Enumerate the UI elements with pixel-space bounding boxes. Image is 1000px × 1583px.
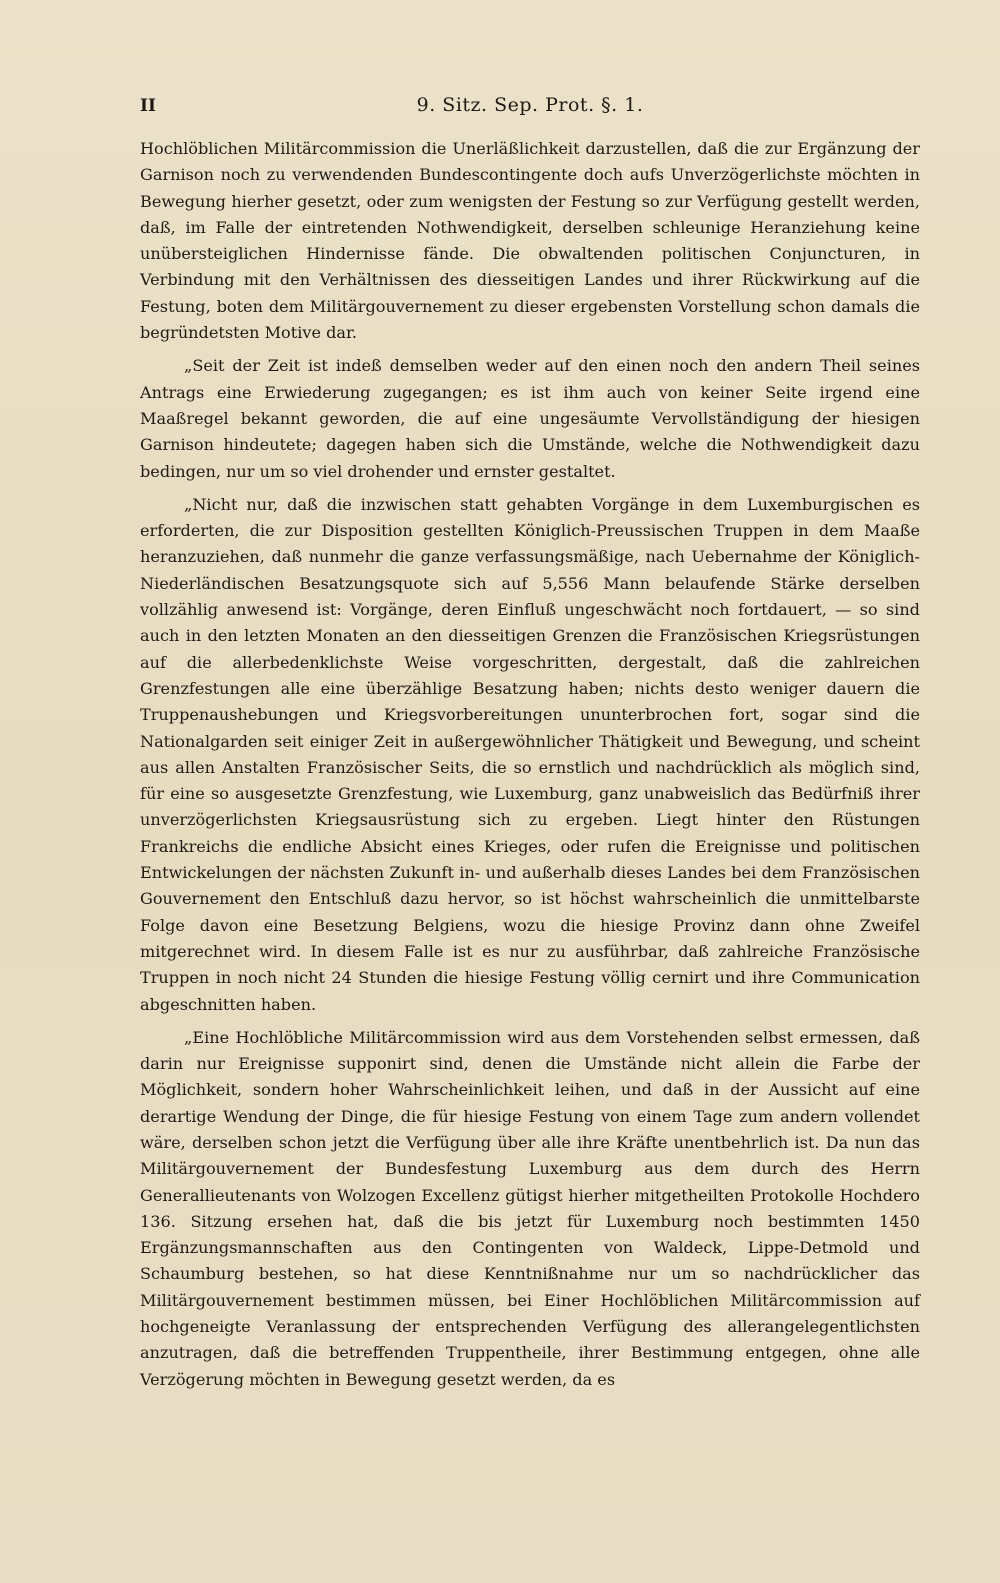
page-number: II — [140, 96, 156, 116]
paragraph: „Seit der Zeit ist indeß demselben weder auf den einen noch den andern Theil seines Antrags eine Erwiederung zugegangen; es ist ihm auch von keiner Seite irgend eine Maaßregel bekannt geworden, die auf eine ungesäumte Vervollständigung der hiesigen Garnison hindeutete; dagegen haben sich die Umstände, welche die Nothwendigkeit dazu bedingen, nur um so viel drohender und ernster gestaltet. — [140, 356, 920, 481]
paragraph: „Nicht nur, daß die inzwischen statt gehabten Vorgänge in dem Luxemburgischen es erforderten, die zur Disposition gestellten Königlich-Preussischen Truppen in dem Maaße heranzuziehen, daß nunmehr die ganze verfassungsmäßige, nach Uebernahme der Königlich-Niederländischen Besatzungsquote sich auf 5,556 Mann belaufende Stärke derselben vollzählig anwesend ist: Vorgänge, deren Einfluß ungeschwächt noch fortdauert, — so sind auch in den letzten Monaten an den diesseitigen Grenzen die Französischen Kriegsrüstungen auf die allerbedenklichste Weise vorgeschritten, dergestalt, daß die zahlreichen Grenzfestungen alle eine überzählige Besatzung haben; nichts desto weniger dauern die Truppenaushebungen und Kriegsvorbereitungen ununterbrochen fort, sogar sind die Nationalgarden seit einiger Zeit in außergewöhnlicher Thätigkeit und Bewegung, und scheint aus allen Anstalten Französischer Seits, die so ernstlich und nachdrücklich als möglich sind, für eine so ausgesetzte Grenzfestung, wie Luxemburg, ganz unabweislich das Bedürfniß ihrer unverzögerlichsten Kriegsausrüstung sich zu ergeben. Liegt hinter den Rüstungen Frankreichs die endliche Absicht eines Krieges, oder rufen die Ereignisse und politischen Entwickelungen der nächsten Zukunft in- und außerhalb dieses Landes bei dem Französischen Gouvernement den Entschluß dazu hervor, so ist höchst wahrscheinlich die unmittelbarste Folge davon eine Besetzung Belgiens, wozu die hiesige Provinz dann ohne Zweifel mitgerechnet wird. In diesem Falle ist es nur zu ausführbar, daß zahlreiche Französische Truppen in noch nicht 24 Stunden die hiesige Festung völlig cernirt und ihre Communication abgeschnitten haben. — [140, 494, 920, 1014]
paragraph: „Eine Hochlöbliche Militärcommission wird aus dem Vorstehenden selbst ermessen, daß darin nur Ereignisse supponirt sind, denen die Umstände nicht allein die Farbe der Möglichkeit, sondern hoher Wahrscheinlichkeit leihen, und daß in der Aussicht auf eine derartige Wendung der Dinge, die für hiesige Festung von einem Tage zum andern vollendet wäre, derselben schon jetzt die Verfügung über alle ihre Kräfte unentbehrlich ist. Da nun das Militärgouvernement der Bundesfestung Luxemburg aus dem durch des Herrn Generallieutenants von Wolzogen Excellenz gütigst hierher mitgetheilten Protokolle Hochdero 136. Sitzung ersehen hat, daß die bis jetzt für Luxemburg noch bestimmten 1450 Ergänzungsmannschaften aus den Contingenten von Waldeck, Lippe-Detmold und Schaumburg bestehen, so hat diese Kenntnißnahme nur um so nachdrücklicher das Militärgouvernement bestimmen müssen, bei Einer Hochlöblichen Militärcommission auf hochgeneigte Veranlassung der entsprechenden Verfügung des allerangelegentlichsten anzutragen, daß die betreffenden Truppentheile, ihrer Bestimmung entgegen, ohne alle Verzögerung möchten in Bewegung gesetzt werden, da es — [140, 1027, 920, 1389]
running-head: 9. Sitz. Sep. Prot. §. 1. — [416, 94, 644, 116]
paragraph-continued: Hochlöblichen Militärcommission die Unerläßlichkeit darzustellen, daß die zur Ergänzung der Garnison noch zu verwendenden Bundescontingente doch aufs Unverzögerlichste möchten in Bewegung hierher gesetzt, oder zum wenigsten der Festung so zur Verfügung gestellt werden, daß, im Falle der eintretenden Nothwendigkeit, derselben schleunige Heranziehung keine unübersteiglichen Hindernisse fände. Die obwaltenden politischen Conjuncturen, in Verbindung mit den Verhältnissen des diesseitigen Landes und ihrer Rückwirkung auf die Festung, boten dem Militärgouvernement zu dieser ergebensten Vorstellung schon damals die begründetsten Motive dar. — [140, 139, 920, 343]
body-text — [140, 136, 920, 1393]
page-header — [140, 90, 920, 130]
